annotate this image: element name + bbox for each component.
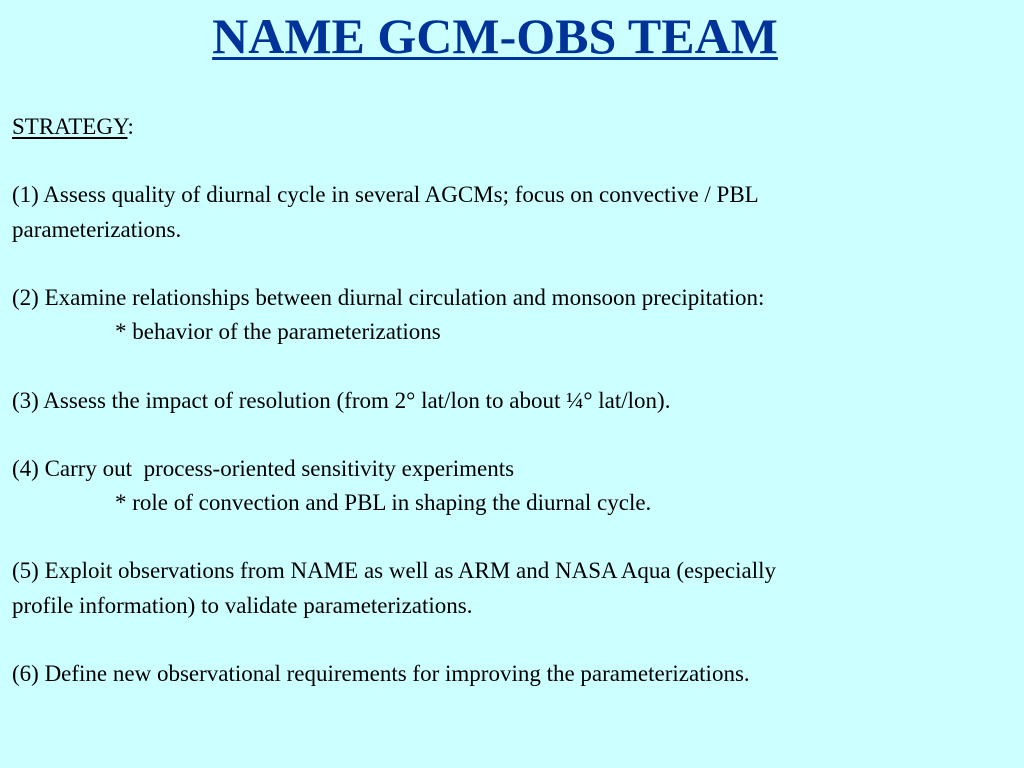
item-4-subpoint: * role of convection and PBL in shaping the diurnal cycle. xyxy=(115,490,652,516)
slide-body xyxy=(12,110,1012,691)
item-5-line-2: profile information) to validate parameterizations. xyxy=(12,592,473,618)
item-4-line-1: (4) Carry out process-oriented sensitivity experiments xyxy=(12,455,515,481)
item-5-line-1: (5) Exploit observations from NAME as well as ARM and NASA Aqua (especially xyxy=(12,558,776,584)
item-2-line-1: (2) Examine relationships between diurnal circulation and monsoon precipitation: xyxy=(12,284,765,310)
slide-title-text: NAME GCM-OBS TEAM xyxy=(212,8,778,64)
item-1-line-1: (1) Assess quality of diurnal cycle in several AGCMs; focus on convective / PBL xyxy=(12,182,759,208)
item-2-subpoint: * behavior of the parameterizations xyxy=(115,319,441,345)
item-3-line-1: (3) Assess the impact of resolution (from 2° lat/lon to about ¼° lat/lon). xyxy=(12,387,671,413)
spacer xyxy=(12,247,1012,281)
spacer xyxy=(12,349,1012,383)
spacer xyxy=(12,418,1012,452)
spacer xyxy=(12,520,1012,554)
item-1-line-2: parameterizations. xyxy=(12,216,182,242)
strategy-colon: : xyxy=(127,114,134,139)
strategy-heading: STRATEGY xyxy=(12,114,128,139)
spacer xyxy=(12,144,1012,178)
spacer xyxy=(12,623,1012,657)
item-6-line-1: (6) Define new observational requirements for improving the parameterizations. xyxy=(12,661,750,686)
slide-title xyxy=(0,6,990,66)
strategy-heading-line xyxy=(12,110,1012,144)
